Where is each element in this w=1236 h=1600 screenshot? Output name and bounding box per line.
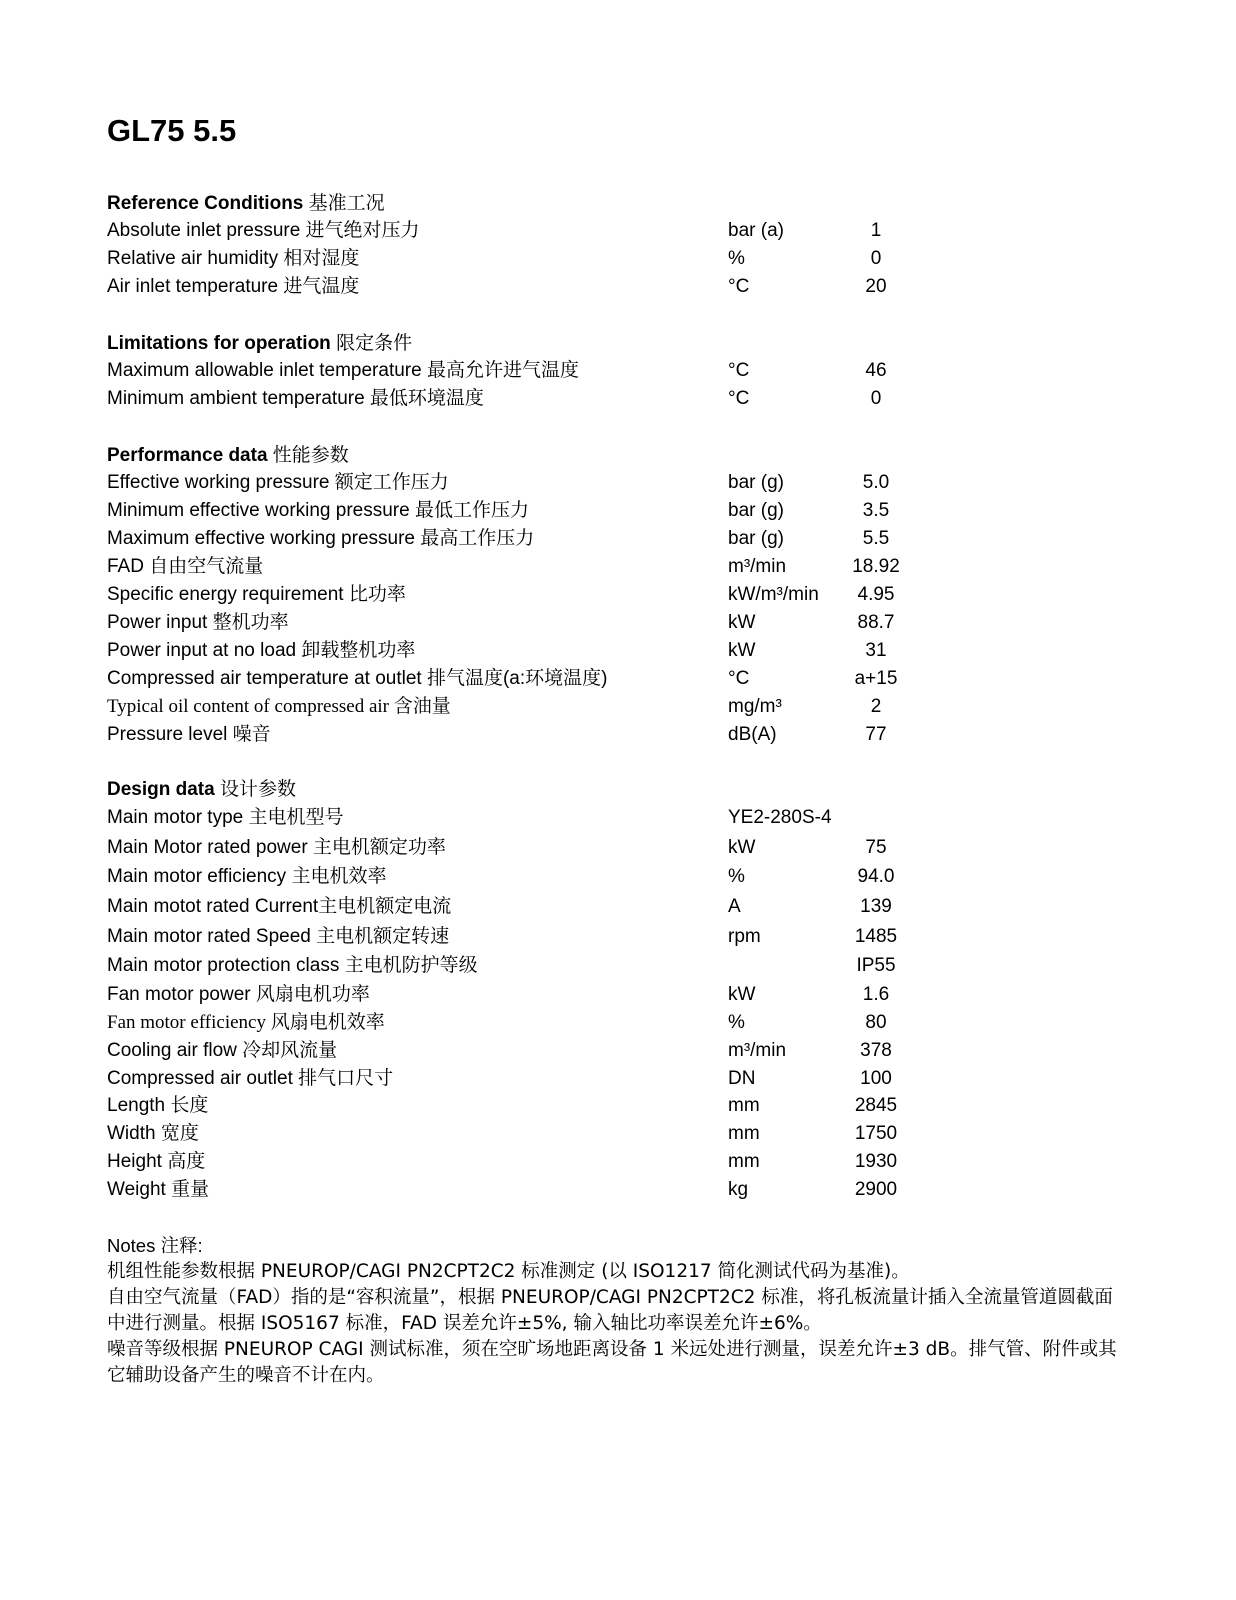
spec-label: Specific energy requirement 比功率 (107, 584, 406, 605)
spec-row (107, 637, 1127, 665)
spec-row (107, 469, 1127, 497)
spec-unit: kW (728, 984, 756, 1006)
spec-label: Main motot rated Current主电机额定电流 (107, 896, 452, 918)
spec-value: 1930 (854, 1150, 898, 1172)
spec-row (107, 245, 1127, 273)
spec-label: Compressed air temperature at outlet 排气温度(a:环境温度) (107, 668, 608, 689)
spec-row (107, 1037, 1127, 1065)
reference-conditions-section (107, 189, 1127, 301)
spec-value: 1.6 (862, 984, 890, 1006)
spec-value: 80 (865, 1011, 887, 1033)
spec-value: 5.5 (862, 528, 890, 549)
spec-row (107, 1176, 1127, 1204)
spec-label: Typical oil content of compressed air 含油量 (107, 696, 451, 717)
spec-unit: kW (728, 836, 756, 858)
spec-unit: rpm (728, 925, 761, 947)
spec-unit: % (728, 1011, 745, 1033)
spec-row (107, 1009, 1127, 1037)
spec-label: FAD 自由空气流量 (107, 556, 264, 577)
spec-unit: bar (g) (728, 500, 784, 521)
spec-unit: °C (728, 668, 750, 689)
spec-unit: mg/m³ (728, 696, 782, 717)
spec-value: 2900 (854, 1178, 898, 1200)
spec-label: Maximum effective working pressure 最高工作压力 (107, 528, 535, 549)
spec-label: Minimum effective working pressure 最低工作压力 (107, 500, 529, 521)
spec-unit: mm (728, 1150, 760, 1172)
spec-value: 1485 (854, 925, 898, 947)
spec-unit: °C (728, 388, 750, 409)
spec-row (107, 951, 1127, 981)
spec-row (107, 217, 1127, 245)
spec-row (107, 1120, 1127, 1148)
section-heading (107, 189, 1127, 217)
spec-label: Cooling air flow 冷却风流量 (107, 1039, 338, 1061)
spec-value: 1 (870, 220, 882, 241)
notes-line: 机组性能参数根据 PNEUROP/CAGI PN2CPT2C2 标准测定 (以 ISO1217 简化测试代码为基准)。 (107, 1261, 910, 1282)
section-heading-en: Performance data (107, 445, 268, 466)
spec-value: 20 (865, 276, 887, 297)
spec-value: 100 (860, 1067, 892, 1089)
spec-value: 0 (870, 248, 882, 269)
section-heading-en: Limitations for operation (107, 333, 331, 354)
spec-row (107, 385, 1127, 413)
spec-value: 4.95 (857, 584, 895, 605)
spec-value: 88.7 (857, 612, 895, 633)
spec-label: Length 长度 (107, 1095, 209, 1117)
spec-label: Main Motor rated power 主电机额定功率 (107, 836, 446, 858)
spec-unit: bar (g) (728, 472, 784, 493)
notes-line: 自由空气流量（FAD）指的是“容积流量”，根据 PNEUROP/CAGI PN2CPT2C2 标准，将孔板流量计插入全流量管道圆截面中进行测量。根据 ISO5167 标准，FAD 误差允许±5%, 输入轴比功率误差允许±6%。 (107, 1287, 1113, 1334)
section-heading-zh: 设计参数 (219, 778, 296, 800)
spec-row (107, 922, 1127, 952)
spec-value: 75 (865, 836, 887, 858)
spec-unit: kW (728, 640, 756, 661)
spec-row (107, 862, 1127, 892)
spec-value: 94.0 (857, 866, 895, 888)
spec-unit: kW (728, 612, 756, 633)
spec-unit: dB(A) (728, 724, 777, 745)
notes-line: 噪音等级根据 PNEUROP CAGI 测试标准，须在空旷场地距离设备 1 米远处进行测量，误差允许±3 dB。排气管、附件或其它辅助设备产生的噪音不计在内。 (107, 1339, 1117, 1386)
spec-row (107, 273, 1127, 301)
spec-value: 378 (860, 1039, 892, 1061)
spec-label: Weight 重量 (107, 1178, 210, 1200)
spec-unit: m³/min (728, 556, 787, 577)
spec-value: 0 (870, 388, 882, 409)
spec-value: 139 (860, 896, 892, 918)
spec-row (107, 1148, 1127, 1176)
spec-unit: bar (g) (728, 528, 784, 549)
spec-value: 46 (865, 360, 887, 381)
spec-row (107, 553, 1127, 581)
spec-row (107, 665, 1127, 693)
spec-row (107, 892, 1127, 922)
spec-row (107, 833, 1127, 863)
spec-value: 1750 (854, 1123, 898, 1145)
spec-label: Effective working pressure 额定工作压力 (107, 472, 449, 493)
spec-label: Power input 整机功率 (107, 612, 289, 633)
spec-unit: % (728, 866, 745, 888)
spec-row (107, 357, 1127, 385)
section-heading-en: Reference Conditions (107, 193, 304, 214)
spec-label: Maximum allowable inlet temperature 最高允许进气温度 (107, 360, 579, 381)
spec-row (107, 721, 1127, 749)
spec-label: Main motor protection class 主电机防护等级 (107, 955, 478, 977)
spec-row (107, 981, 1127, 1009)
spec-value: 5.0 (862, 472, 890, 493)
spec-row (107, 1065, 1127, 1093)
notes-heading: Notes 注释: (107, 1235, 203, 1256)
spec-label: Main motor type 主电机型号 (107, 807, 344, 828)
spec-unit: YE2-280S-4 (728, 807, 832, 828)
spec-row (107, 693, 1127, 721)
section-heading-zh: 性能参数 (272, 444, 349, 466)
spec-value: a+15 (854, 668, 898, 689)
spec-label: Main motor rated Speed 主电机额定转速 (107, 925, 450, 947)
spec-unit: A (728, 896, 741, 918)
spec-unit: °C (728, 360, 750, 381)
section-heading-zh: 限定条件 (336, 332, 413, 354)
section-heading-zh: 基准工况 (308, 192, 385, 214)
spec-unit: mm (728, 1095, 760, 1117)
spec-unit: kg (728, 1178, 749, 1200)
spec-unit: mm (728, 1123, 760, 1145)
spec-label: Compressed air outlet 排气口尺寸 (107, 1067, 394, 1089)
page-title: GL75 5.5 (107, 113, 237, 148)
spec-unit: DN (728, 1067, 756, 1089)
spec-unit: bar (a) (728, 220, 784, 241)
spec-unit: °C (728, 276, 750, 297)
spec-label: Fan motor efficiency 风扇电机效率 (107, 1011, 385, 1033)
spec-row (107, 1092, 1127, 1120)
spec-unit: kW/m³/min (728, 584, 819, 605)
spec-unit: % (728, 248, 745, 269)
section-heading (107, 329, 1127, 357)
spec-value: 2845 (854, 1095, 898, 1117)
spec-row (107, 525, 1127, 553)
section-heading (107, 441, 1127, 469)
spec-label: Main motor efficiency 主电机效率 (107, 866, 387, 888)
spec-value: 31 (865, 640, 887, 661)
spec-label: Absolute inlet pressure 进气绝对压力 (107, 220, 420, 241)
performance-data-section (107, 441, 1127, 749)
spec-label: Fan motor power 风扇电机功率 (107, 984, 370, 1006)
spec-row (107, 803, 1127, 833)
design-data-section (107, 775, 1127, 1204)
spec-row (107, 609, 1127, 637)
spec-label: Minimum ambient temperature 最低环境温度 (107, 388, 484, 409)
spec-label: Relative air humidity 相对湿度 (107, 248, 360, 269)
spec-label: Power input at no load 卸载整机功率 (107, 640, 416, 661)
spec-value: IP55 (856, 955, 896, 977)
spec-value: 18.92 (852, 556, 900, 577)
spec-value: 3.5 (862, 500, 890, 521)
spec-label: Width 宽度 (107, 1123, 199, 1145)
section-heading-en: Design data (107, 779, 215, 800)
section-heading (107, 775, 1127, 803)
spec-label: Height 高度 (107, 1150, 206, 1172)
limitations-section (107, 329, 1127, 413)
spec-row (107, 581, 1127, 609)
spec-unit: m³/min (728, 1039, 787, 1061)
spec-value: 2 (870, 696, 882, 717)
spec-label: Air inlet temperature 进气温度 (107, 276, 360, 297)
spec-row (107, 497, 1127, 525)
notes-section (107, 1233, 1117, 1389)
spec-value: 77 (865, 724, 887, 745)
spec-label: Pressure level 噪音 (107, 724, 271, 745)
